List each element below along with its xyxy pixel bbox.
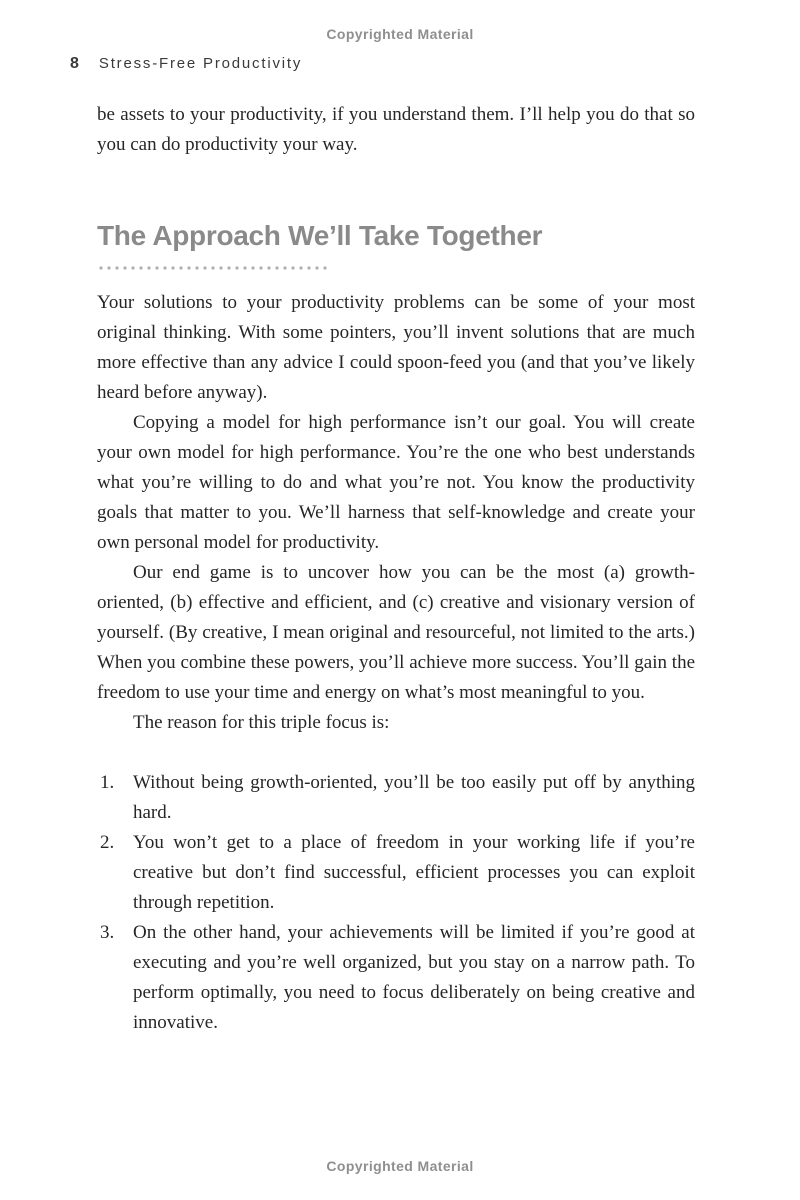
paragraph-continuation: be assets to your productivity, if you understand them. I’ll help you do that so you can do productivity your way.	[97, 104, 695, 155]
dotted-rule	[97, 266, 331, 270]
list-item	[97, 828, 695, 918]
running-title: Stress-Free Productivity	[98, 55, 303, 72]
page-header	[70, 55, 302, 73]
list-item	[97, 768, 695, 828]
copyright-notice-bottom: Copyrighted Material	[326, 1158, 474, 1174]
paragraph-3: Our end game is to uncover how you can be the most (a) growth-oriented, (b) effective and efficient, and (c) creative and visionary version of yourself. (By creative, I mean original and resourceful, not limited to the arts.) When you combine these powers, you’ll achieve more success. You’ll gain the freedom to use your time and energy on what’s most meaningful to you.	[97, 562, 695, 703]
list-item-number: 3.	[100, 922, 115, 943]
paragraph-4: The reason for this triple focus is:	[133, 712, 390, 733]
list-item-text: Without being growth-oriented, you’ll be too easily put off by anything hard.	[133, 772, 695, 823]
list-item-number: 1.	[100, 772, 115, 793]
paragraph-1: Your solutions to your productivity problems can be some of your most original thinking. With some pointers, you’ll invent solutions that are much more effective than any advice I could spoon-feed you (and that you’ve likely heard before anyway).	[97, 292, 695, 403]
numbered-list	[97, 768, 695, 1038]
list-item-number: 2.	[100, 832, 115, 853]
page-number: 8	[70, 55, 79, 72]
paragraph-2: Copying a model for high performance isn’t our goal. You will create your own model for high performance. You’re the one who best understands what you’re willing to do and what you’re not. You know the productivity goals that matter to you. We’ll harness that self-knowledge and create your own personal model for productivity.	[97, 412, 695, 553]
list-item-text: You won’t get to a place of freedom in your working life if you’re creative but don’t find successful, efficient processes you can exploit through repetition.	[133, 832, 695, 913]
page-content	[97, 100, 695, 1038]
copyright-notice-top: Copyrighted Material	[326, 26, 474, 42]
list-item-text: On the other hand, your achievements will be limited if you’re good at executing and you’re well organized, but you stay on a narrow path. To perform optimally, you need to focus deliberately on being creative and innovative.	[133, 922, 695, 1033]
list-item	[97, 918, 695, 1038]
section-heading: The Approach We’ll Take Together	[97, 220, 543, 251]
